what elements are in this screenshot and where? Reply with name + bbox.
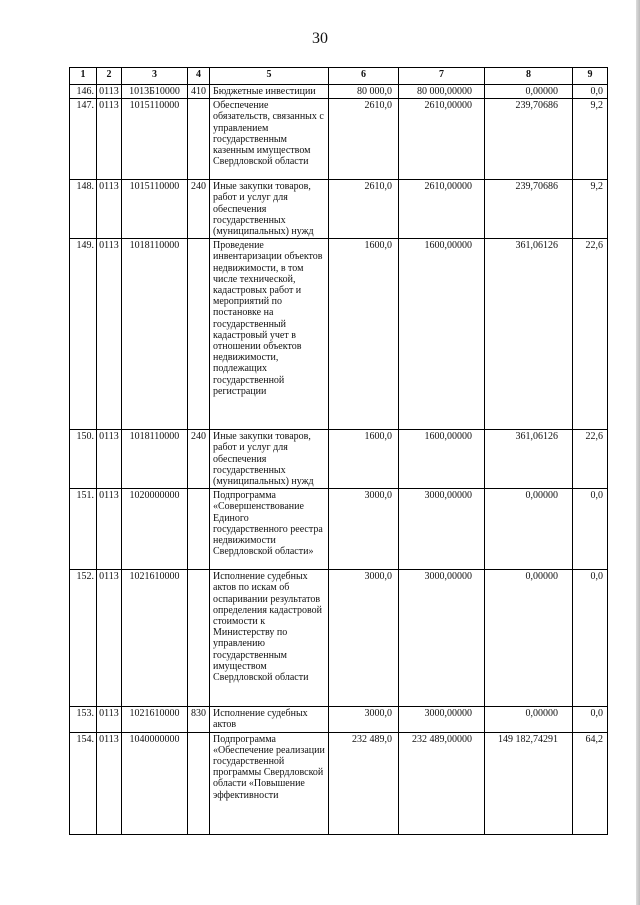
percent-col-9: 0,0 (573, 489, 608, 570)
item-name: Исполнение судебных актов (210, 707, 329, 732)
section-code: 0113 (97, 85, 122, 99)
value-col-7: 1600,00000 (399, 239, 485, 430)
table-row (70, 239, 608, 430)
expense-type-code: 240 (188, 430, 210, 489)
value-col-6: 2610,0 (329, 180, 399, 239)
section-code: 0113 (97, 707, 122, 732)
row-number: 148. (70, 180, 97, 239)
value-col-6: 232 489,0 (329, 732, 399, 834)
target-article-code: 1015110000 (122, 180, 188, 239)
section-code: 0113 (97, 239, 122, 430)
percent-col-9: 0,0 (573, 85, 608, 99)
value-col-8: 0,00000 (485, 489, 573, 570)
row-number: 150. (70, 430, 97, 489)
column-header-8: 8 (485, 68, 573, 85)
item-name: Исполнение судебных актов по искам об оспаривании результатов определения кадастровой стоимости к Министерству по управлению государственным имуществом Свердловской области (210, 570, 329, 707)
column-header-9: 9 (573, 68, 608, 85)
value-col-8: 361,06126 (485, 430, 573, 489)
row-number: 152. (70, 570, 97, 707)
expense-type-code (188, 239, 210, 430)
page-edge (636, 0, 640, 905)
value-col-8: 0,00000 (485, 570, 573, 707)
value-col-6: 1600,0 (329, 239, 399, 430)
section-code: 0113 (97, 732, 122, 834)
percent-col-9: 22,6 (573, 430, 608, 489)
percent-col-9: 22,6 (573, 239, 608, 430)
value-col-8: 239,70686 (485, 180, 573, 239)
expense-type-code: 410 (188, 85, 210, 99)
value-col-7: 1600,00000 (399, 430, 485, 489)
target-article-code: 1021610000 (122, 570, 188, 707)
value-col-7: 232 489,00000 (399, 732, 485, 834)
row-number: 154. (70, 732, 97, 834)
target-article-code: 1020000000 (122, 489, 188, 570)
expense-type-code (188, 99, 210, 180)
expense-type-code (188, 570, 210, 707)
percent-col-9: 9,2 (573, 99, 608, 180)
budget-table (69, 67, 608, 835)
value-col-8: 239,70686 (485, 99, 573, 180)
table-row (70, 489, 608, 570)
expense-type-code: 240 (188, 180, 210, 239)
page-number: 30 (312, 30, 328, 47)
row-number: 151. (70, 489, 97, 570)
value-col-7: 3000,00000 (399, 570, 485, 707)
value-col-8: 149 182,74291 (485, 732, 573, 834)
target-article-code: 1040000000 (122, 732, 188, 834)
value-col-7: 2610,00000 (399, 99, 485, 180)
target-article-code: 1013Б10000 (122, 85, 188, 99)
row-number: 149. (70, 239, 97, 430)
column-header-5: 5 (210, 68, 329, 85)
column-header-3: 3 (122, 68, 188, 85)
target-article-code: 1021610000 (122, 707, 188, 732)
percent-col-9: 0,0 (573, 707, 608, 732)
table-body (70, 85, 608, 835)
value-col-8: 0,00000 (485, 85, 573, 99)
row-number: 147. (70, 99, 97, 180)
section-code: 0113 (97, 180, 122, 239)
value-col-7: 80 000,00000 (399, 85, 485, 99)
item-name: Иные закупки товаров, работ и услуг для обеспечения государственных (муниципальных) нужд (210, 430, 329, 489)
value-col-6: 3000,0 (329, 707, 399, 732)
table-row (70, 732, 608, 834)
value-col-8: 0,00000 (485, 707, 573, 732)
value-col-6: 1600,0 (329, 430, 399, 489)
section-code: 0113 (97, 570, 122, 707)
section-code: 0113 (97, 430, 122, 489)
target-article-code: 1018110000 (122, 239, 188, 430)
value-col-6: 3000,0 (329, 489, 399, 570)
item-name: Бюджетные инвестиции (210, 85, 329, 99)
item-name: Иные закупки товаров, работ и услуг для обеспечения государственных (муниципальных) нужд (210, 180, 329, 239)
table-row (70, 85, 608, 99)
table-row (70, 180, 608, 239)
column-header-7: 7 (399, 68, 485, 85)
item-name: Подпрограмма «Совершенствование Единого государственного реестра недвижимости Свердловской области» (210, 489, 329, 570)
table-row (70, 570, 608, 707)
value-col-7: 3000,00000 (399, 489, 485, 570)
item-name: Проведение инвентаризации объектов недвижимости, в том числе технической, кадастровых работ и мероприятий по постановке на государственный кадастровый учет в отношении объектов недвижимости, подлежащих государственной регистрации (210, 239, 329, 430)
target-article-code: 1018110000 (122, 430, 188, 489)
value-col-7: 3000,00000 (399, 707, 485, 732)
expense-type-code (188, 489, 210, 570)
item-name: Обеспечение обязательств, связанных с управлением государственным казенным имуществом Свердловской области (210, 99, 329, 180)
target-article-code: 1015110000 (122, 99, 188, 180)
value-col-6: 2610,0 (329, 99, 399, 180)
table-row (70, 707, 608, 732)
table-row (70, 430, 608, 489)
percent-col-9: 64,2 (573, 732, 608, 834)
value-col-6: 3000,0 (329, 570, 399, 707)
percent-col-9: 9,2 (573, 180, 608, 239)
value-col-8: 361,06126 (485, 239, 573, 430)
percent-col-9: 0,0 (573, 570, 608, 707)
expense-type-code (188, 732, 210, 834)
value-col-6: 80 000,0 (329, 85, 399, 99)
section-code: 0113 (97, 99, 122, 180)
column-header-4: 4 (188, 68, 210, 85)
column-header-6: 6 (329, 68, 399, 85)
column-header-1: 1 (70, 68, 97, 85)
expense-type-code: 830 (188, 707, 210, 732)
column-header-2: 2 (97, 68, 122, 85)
value-col-7: 2610,00000 (399, 180, 485, 239)
section-code: 0113 (97, 489, 122, 570)
table-row (70, 99, 608, 180)
row-number: 146. (70, 85, 97, 99)
header-row (70, 68, 608, 85)
row-number: 153. (70, 707, 97, 732)
item-name: Подпрограмма «Обеспечение реализации государственной программы Свердловской области «Повышение эффективности (210, 732, 329, 834)
